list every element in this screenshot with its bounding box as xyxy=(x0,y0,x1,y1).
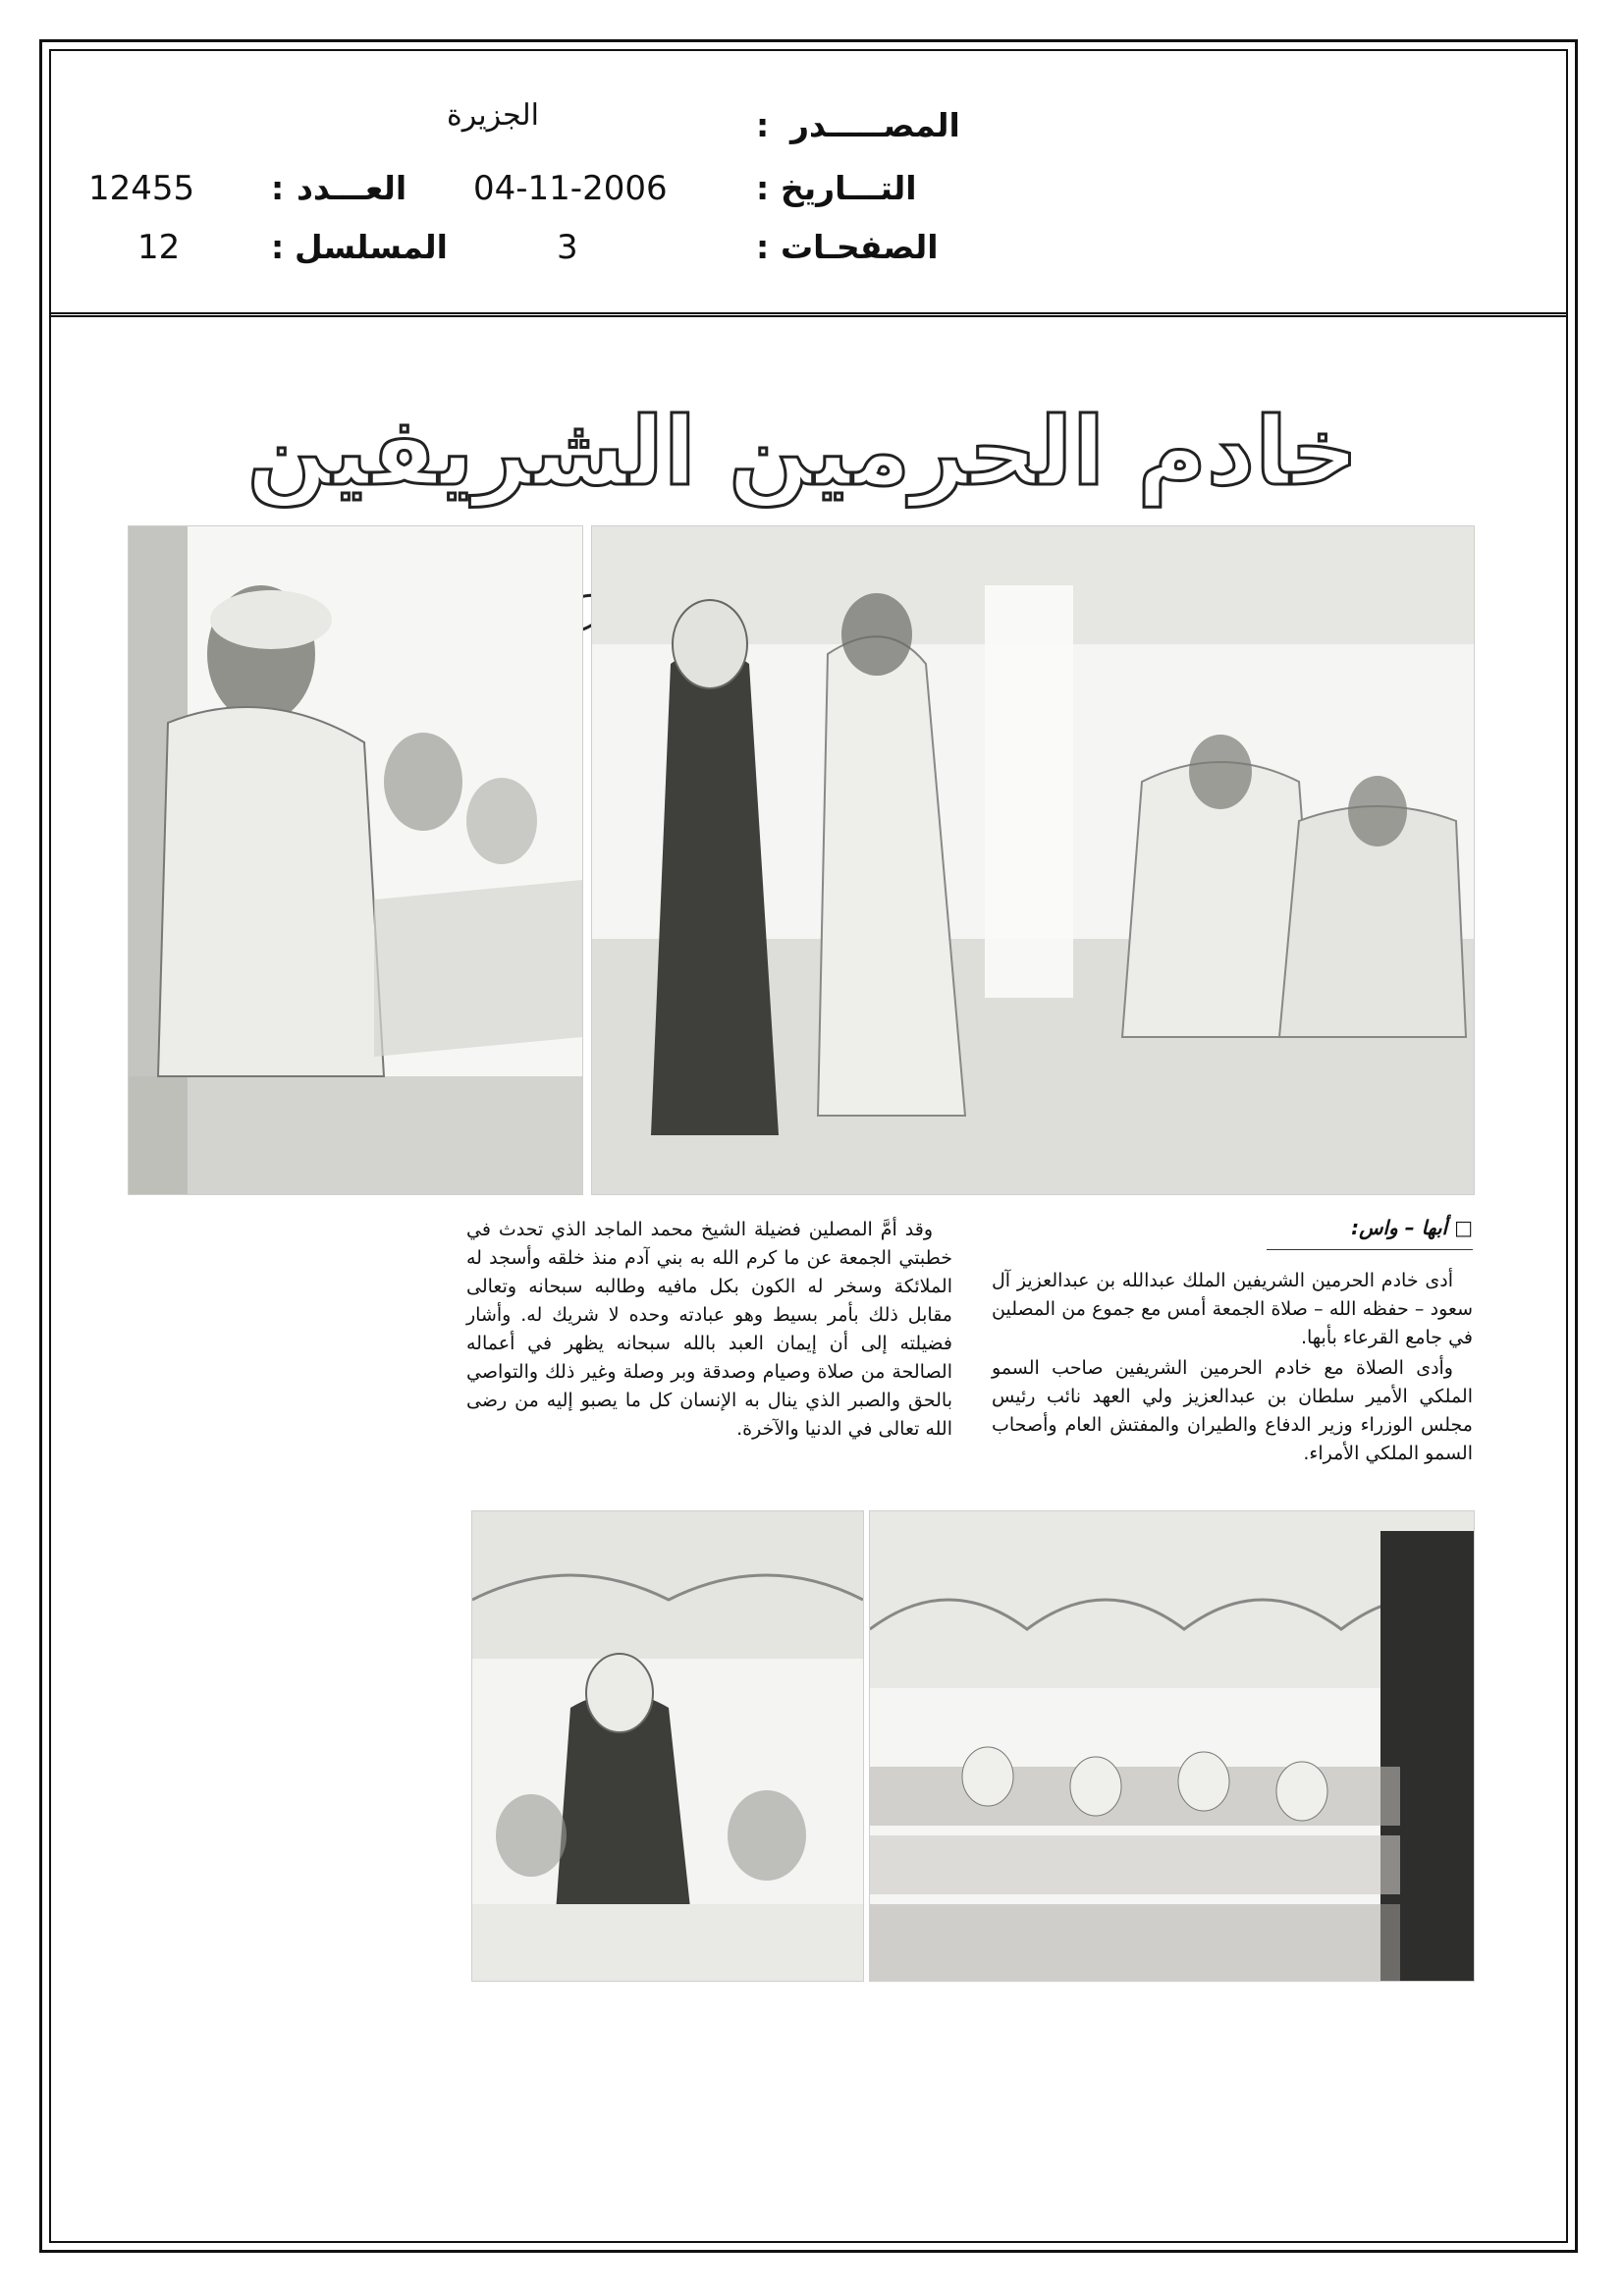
date-value: 04-11-2006 xyxy=(473,169,668,208)
paragraph: وقد أمَّ المصلين فضيلة الشيخ محمد الماجد الذي تحدث في خطبتي الجمعة عن ما كرم الله به بني آدم منذ خلقه وأسجد له الملائكة وسخر له الكون بكل مافيه وطالبه سبحانه وتعالى مقابل ذلك بأمر بسيط وهو عبادته وحده لا شريك له. وأشار فضيلته إلى أن إيمان العبد بالله سبحانه يظهر في أعماله الصالحة من صلاة وصيام وصدقة وبر وصلة وغير ذلك والتواصي بالحق والصبر الذي ينال به الإنسان كل ما يصبو إليه من رضى الله تعالى في الدنيا والآخرة. xyxy=(466,1219,952,1440)
paragraph: أدى خادم الحرمين الشريفين الملك عبدالله بن عبدالعزيز آل سعود – حفظه الله – صلاة الجمعة أمس مع جموع من المصلين في جامع القرعاء بأبها. xyxy=(992,1270,1473,1348)
article-column-left xyxy=(466,1216,952,1446)
byline-text: أبها – واس: xyxy=(1351,1216,1448,1239)
source-label: المصـــــدر xyxy=(790,106,960,144)
issue-label: العـــدد xyxy=(297,169,407,207)
pages-value: 3 xyxy=(557,228,578,267)
serial-colon: : xyxy=(271,228,285,266)
byline-rule xyxy=(1267,1249,1473,1250)
source-value: الجزيرة xyxy=(447,98,540,133)
article-headline: خادم الحرمين الشريفين xyxy=(246,397,1359,507)
pages-colon: : xyxy=(756,228,770,266)
article-column-right xyxy=(992,1267,1473,1470)
pages-label: الصفحـات xyxy=(781,228,939,266)
header-divider xyxy=(49,312,1568,317)
issue-value: 12455 xyxy=(88,169,195,208)
serial-value: 12 xyxy=(137,228,181,267)
date-label: التـــاريخ xyxy=(781,169,917,207)
byline-square-icon: □ xyxy=(1454,1216,1473,1239)
photo-standing-group xyxy=(591,525,1475,1195)
source-colon: : xyxy=(756,106,770,144)
photo-king-seated xyxy=(128,525,583,1195)
photo-crowd-left xyxy=(471,1510,864,1982)
issue-colon: : xyxy=(271,169,285,207)
serial-label: المسلسل xyxy=(295,228,448,266)
article-byline xyxy=(1306,1216,1473,1239)
photo-worshippers-right xyxy=(869,1510,1475,1982)
paragraph: وأدى الصلاة مع خادم الحرمين الشريفين صاحب السمو الملكي الأمير سلطان بن عبدالعزيز ولي العهد نائب رئيس مجلس الوزراء وزير الدفاع والطيران والمفتش العام وأصحاب السمو الملكي الأمراء. xyxy=(992,1357,1473,1464)
date-colon: : xyxy=(756,169,770,207)
